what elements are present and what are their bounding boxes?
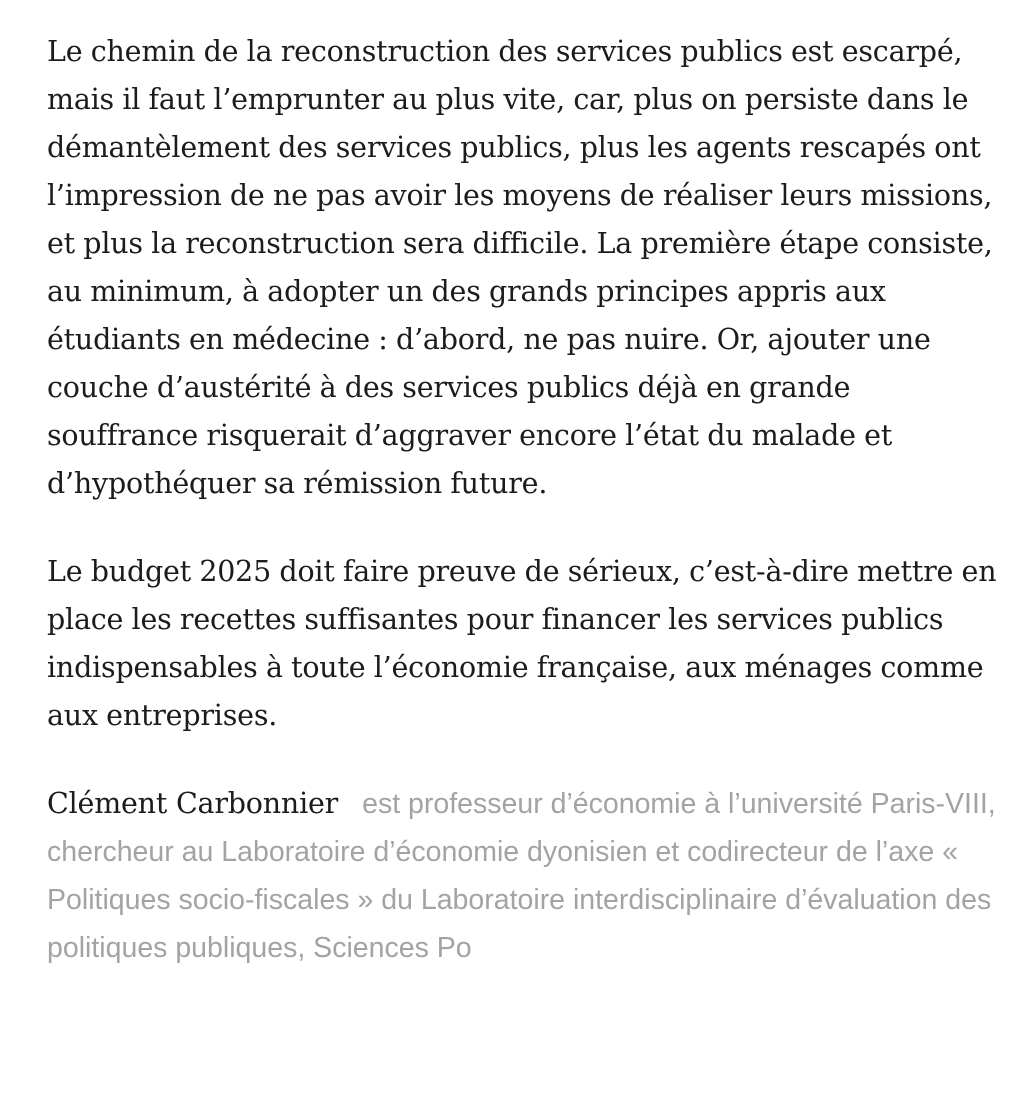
author-description: est professeur d’économie à l’université Paris-VIII, chercheur au Laboratoire d’économie dyonisien et codirecteur de l’axe « Politiques socio-fiscales » du Laboratoire interdisciplinaire d’évaluation des politiques publiques, Sciences Po: [47, 788, 996, 964]
article-body: [47, 28, 997, 972]
author-name: Clément Carbonnier: [47, 787, 339, 820]
article-paragraph: Le budget 2025 doit faire preuve de sérieux, c’est-à-dire mettre en place les recettes suffisantes pour financer les services publics indispensables à toute l’économie française, aux ménages comme aux entreprises.: [47, 555, 997, 732]
article-paragraph: Le chemin de la reconstruction des services publics est escarpé, mais il faut l’emprunter au plus vite, car, plus on persiste dans le démantèlement des services publics, plus les agents rescapés ont l’impression de ne pas avoir les moyens de réaliser leurs missions, et plus la reconstruction sera difficile. La première étape consiste, au minimum, à adopter un des grands principes appris aux étudiants en médecine : d’abord, ne pas nuire. Or, ajouter une couche d’austérité à des services publics déjà en grande souffrance risquerait d’aggraver encore l’état du malade et d’hypothéquer sa rémission future.: [47, 35, 993, 500]
author-bio: [47, 780, 997, 972]
